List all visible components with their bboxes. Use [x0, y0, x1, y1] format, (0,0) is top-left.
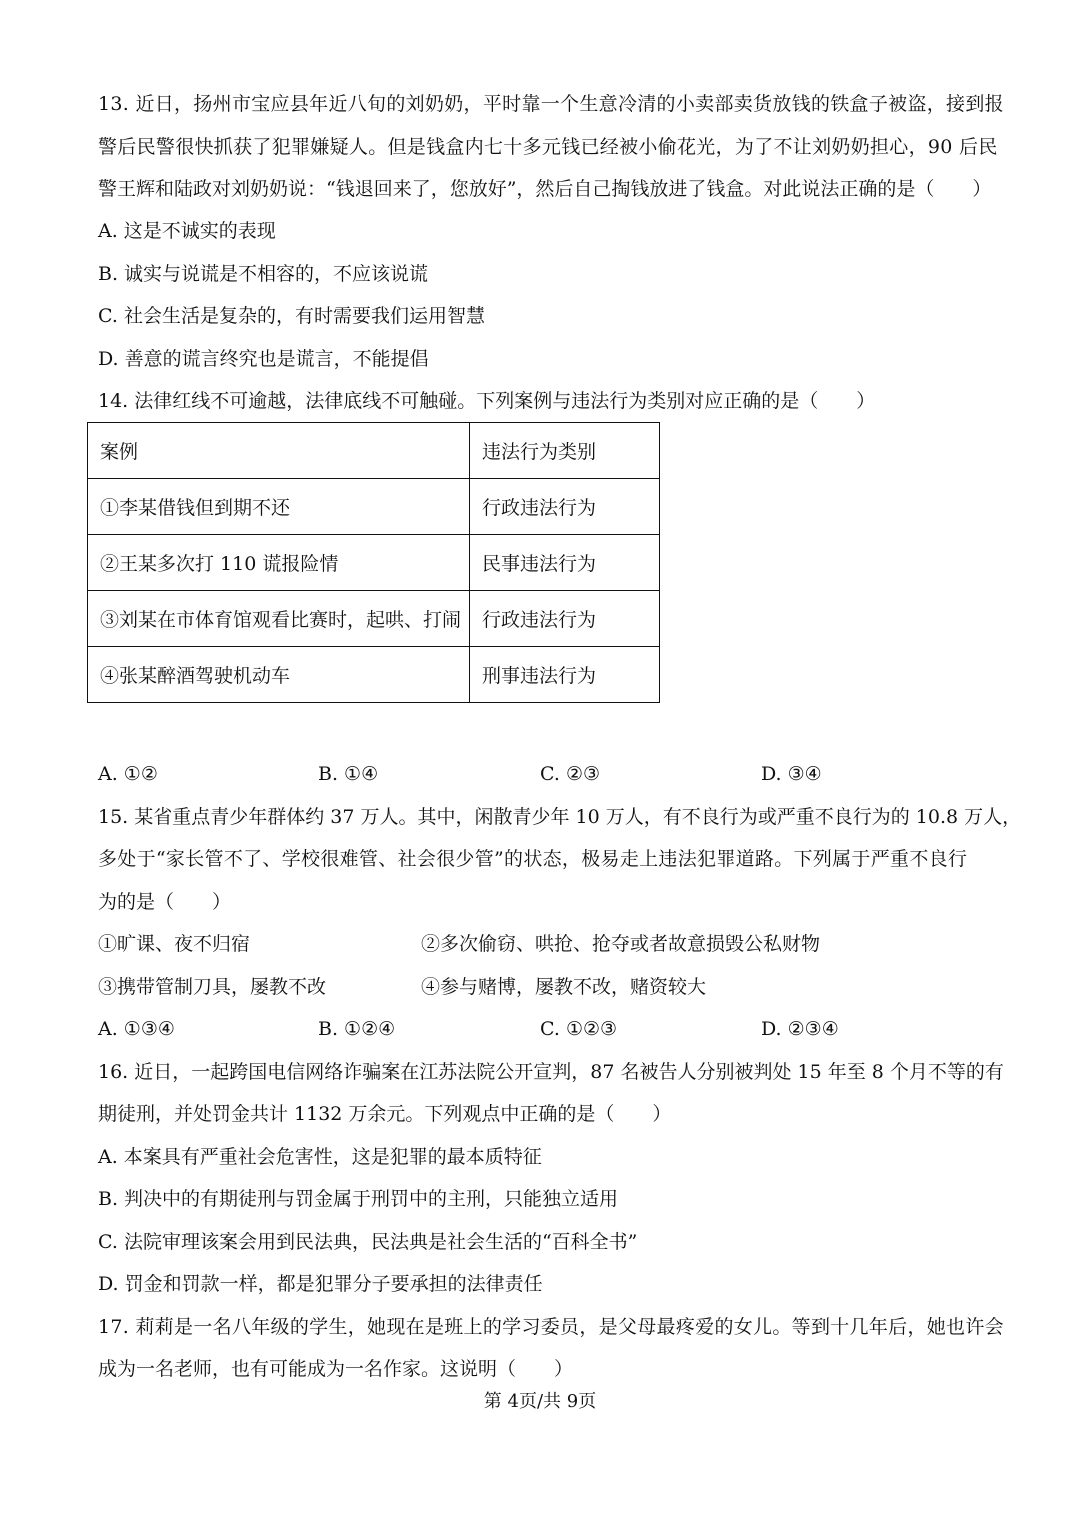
q13-option-b: B. 诚实与说谎是不相容的，不应该说谎 [98, 263, 429, 285]
q15-stem-line-1: 15. 某省重点青少年群体约 37 万人。其中，闲散青少年 10 万人，有不良行为或严重不良行为的 10.8 万人， [98, 806, 1022, 828]
q15-item-2: ②多次偷窃、哄抢、抢夺或者故意损毁公私财物 [421, 933, 821, 955]
q16-stem-line-2: 期徒刑，并处罚金共计 1132 万余元。下列观点中正确的是（ ） [98, 1103, 672, 1125]
table-header-case: 案例 [88, 423, 470, 479]
q17-stem-line-2: 成为一名老师，也有可能成为一名作家。这说明（ ） [98, 1358, 574, 1380]
table-header-category: 违法行为类别 [470, 423, 660, 479]
q15-stem-line-3: 为的是（ ） [98, 891, 232, 913]
table-cell-case: ④张某醉酒驾驶机动车 [88, 647, 470, 703]
table-cell-category: 民事违法行为 [470, 535, 660, 591]
q16-option-d: D. 罚金和罚款一样，都是犯罪分子要承担的法律责任 [98, 1273, 543, 1295]
q16-stem-line-1: 16. 近日，一起跨国电信网络诈骗案在江苏法院公开宣判，87 名被告人分别被判处 15 年至 8 个月不等的有 [98, 1061, 1004, 1083]
table-cell-category: 刑事违法行为 [470, 647, 660, 703]
q15-stem-line-2: 多处于“家长管不了、学校很难管、社会很少管”的状态，极易走上违法犯罪道路。下列属于严重不良行 [98, 848, 968, 870]
table-row [88, 535, 660, 591]
q15-option-d: D. ②③④ [761, 1018, 839, 1040]
q14-option-c: C. ②③ [540, 763, 601, 785]
table-cell-category: 行政违法行为 [470, 479, 660, 535]
q14-option-d: D. ③④ [761, 763, 822, 785]
table-row [88, 479, 660, 535]
q15-option-b: B. ①②④ [318, 1018, 396, 1040]
q15-item-3: ③携带管制刀具，屡教不改 [98, 976, 327, 998]
q13-option-d: D. 善意的谎言终究也是谎言，不能提倡 [98, 348, 429, 370]
q13-option-c: C. 社会生活是复杂的，有时需要我们运用智慧 [98, 305, 485, 327]
q16-option-a: A. 本案具有严重社会危害性，这是犯罪的最本质特征 [98, 1146, 542, 1168]
q15-item-4: ④参与赌博，屡教不改，赌资较大 [421, 976, 707, 998]
table-cell-category: 行政违法行为 [470, 591, 660, 647]
q13-option-a: A. 这是不诚实的表现 [98, 220, 276, 242]
table-cell-case: ③刘某在市体育馆观看比赛时，起哄、打闹 [88, 591, 470, 647]
q14-option-b: B. ①④ [318, 763, 379, 785]
page-number: 第 4页/共 9页 [483, 1391, 597, 1412]
q13-stem-line-1: 13. 近日，扬州市宝应县年近八旬的刘奶奶，平时靠一个生意冷清的小卖部卖货放钱的铁盒子被盗，接到报 [98, 93, 1004, 115]
q15-item-1: ①旷课、夜不归宿 [98, 933, 251, 955]
table-header-row [88, 423, 660, 479]
q15-option-c: C. ①②③ [540, 1018, 618, 1040]
table-row [88, 591, 660, 647]
table-row [88, 647, 660, 703]
table-cell-case: ②王某多次打 110 谎报险情 [88, 535, 470, 591]
q16-option-b: B. 判决中的有期徒刑与罚金属于刑罚中的主刑，只能独立适用 [98, 1188, 619, 1210]
q16-option-c: C. 法院审理该案会用到民法典，民法典是社会生活的“百科全书” [98, 1231, 638, 1253]
q14-stem: 14. 法律红线不可逾越，法律底线不可触碰。下列案例与违法行为类别对应正确的是（ ） [98, 390, 876, 412]
q13-stem-line-2: 警后民警很快抓获了犯罪嫌疑人。但是钱盒内七十多元钱已经被小偷花光，为了不让刘奶奶担心，90 后民 [98, 136, 998, 158]
q15-option-a: A. ①③④ [98, 1018, 175, 1040]
q14-table [87, 422, 660, 703]
q17-stem-line-1: 17. 莉莉是一名八年级的学生，她现在是班上的学习委员，是父母最疼爱的女儿。等到十几年后，她也许会 [98, 1316, 1004, 1338]
q14-option-a: A. ①② [98, 763, 158, 785]
table-cell-case: ①李某借钱但到期不还 [88, 479, 470, 535]
q13-stem-line-3: 警王辉和陆政对刘奶奶说：“钱退回来了，您放好”，然后自己掏钱放进了钱盒。对此说法正确的是（ ） [98, 178, 992, 200]
